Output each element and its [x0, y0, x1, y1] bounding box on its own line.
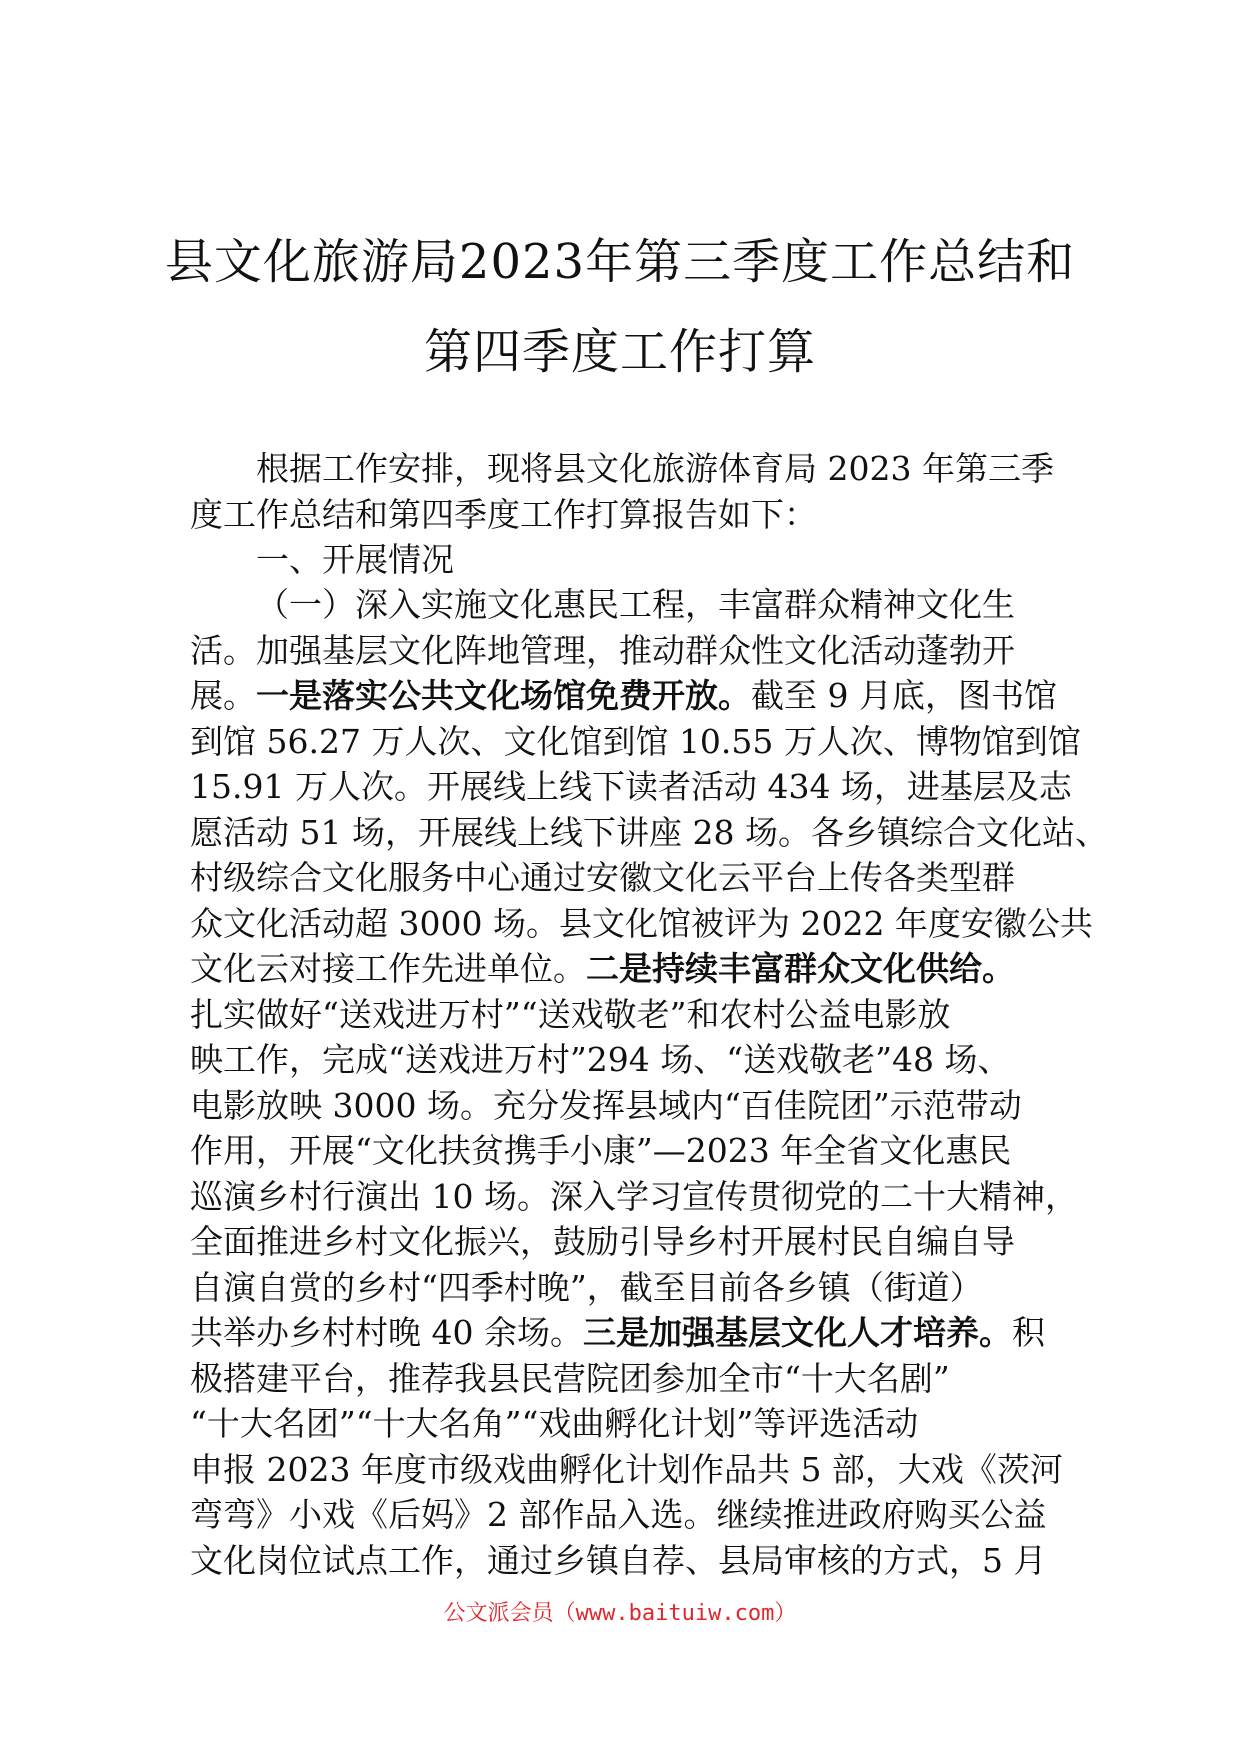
body-line [190, 901, 1093, 947]
body-line [190, 1310, 1052, 1356]
body-line [190, 1492, 1052, 1538]
body-line [190, 1219, 1052, 1265]
text-run: 极搭建平台，推荐我县民营院团参加全市“十大名剧” [190, 1358, 950, 1398]
text-run: 巡演乡村行演出 10 场。深入学习宣传贯彻党的二十大精神， [190, 1176, 1078, 1216]
body-line [190, 1265, 1052, 1311]
text-run: 全面推进乡村文化振兴，鼓励引导乡村开展村民自编自导 [190, 1222, 1015, 1261]
intro-line: 度工作总结和第四季度工作打算报告如下： [190, 494, 817, 534]
body-line [190, 1356, 1052, 1402]
text-run: 截至 9 月底，图书馆 [751, 676, 1057, 715]
body-line [190, 628, 1052, 674]
text-run: 电影放映 3000 场。充分发挥县域内“百佳院团”示范带动 [190, 1085, 1022, 1125]
document-title-line-2: 第四季度工作打算 [423, 324, 816, 380]
text-run: （一）深入实施文化惠民工程，丰富群众精神文化生 [256, 585, 1015, 624]
text-run: 弯弯》小戏《后妈》2 部作品入选。继续推进政府购买公益 [190, 1495, 1047, 1534]
body-line [190, 719, 1081, 765]
text-run: 15.91 万人次。开展线上线下读者活动 434 场，进基层及志 [190, 767, 1072, 806]
body-line [190, 810, 1108, 856]
intro-line: 根据工作安排，现将县文化旅游体育局 2023 年第三季 [256, 449, 1054, 488]
body-line [190, 1401, 1052, 1447]
footer-watermark: 公文派会员（www.baituiw.com） [443, 1601, 797, 1626]
body-line [190, 1128, 1052, 1174]
bold-phrase: 三是加强基层文化人才培养。 [582, 1313, 1012, 1352]
text-run: 映工作，完成“送戏进万村”294 场、“送戏敬老”48 场、 [190, 1040, 1011, 1079]
body-line [190, 1174, 1078, 1220]
body-line [190, 764, 1072, 810]
body-line [190, 1083, 1052, 1129]
body-line [190, 855, 1052, 901]
body-line [190, 946, 1052, 992]
body-line [190, 673, 1057, 719]
text-run: 申报 2023 年度市级戏曲孵化计划作品共 5 部，大戏《茨河 [190, 1449, 1063, 1489]
text-run: 展。 [190, 676, 256, 715]
text-run: 扎实做好“送戏进万村”“送戏敬老”和农村公益电影放 [190, 994, 951, 1034]
text-run: 活。加强基层文化阵地管理，推动群众性文化活动蓬勃开 [190, 630, 1015, 670]
section-heading-text: 一、开展情况 [256, 540, 454, 579]
text-run: 共举办乡村村晚 40 余场。 [190, 1313, 583, 1352]
body-line [190, 1037, 1052, 1083]
body-line [190, 1538, 1052, 1584]
text-run: 村级综合文化服务中心通过安徽文化云平台上传各类型群 [190, 858, 1015, 897]
body-paragraph [190, 582, 1108, 1583]
text-run: 文化云对接工作先进单位。 [190, 949, 586, 988]
text-run: “十大名团”“十大名角”“戏曲孵化计划”等评选活动 [190, 1404, 919, 1443]
body-line [190, 582, 1052, 628]
text-run: 自演自赏的乡村“四季村晚”，截至目前各乡镇（街道） [190, 1267, 983, 1307]
body-line [190, 1447, 1063, 1493]
document-title-line-1: 县文化旅游局2023年第三季度工作总结和 [164, 234, 1076, 290]
text-run: 积 [1011, 1313, 1045, 1352]
body-line [190, 992, 1052, 1038]
text-run: 愿活动 51 场，开展线上线下讲座 28 场。各乡镇综合文化站、 [190, 812, 1108, 852]
text-run: 文化岗位试点工作，通过乡镇自荐、县局审核的方式，5 月 [190, 1540, 1047, 1580]
text-run: 到馆 56.27 万人次、文化馆到馆 10.55 万人次、博物馆到馆 [190, 721, 1081, 761]
section-heading [190, 537, 1052, 583]
bold-phrase: 一是落实公共文化场馆免费开放。 [256, 676, 751, 715]
text-run: 众文化活动超 3000 场。县文化馆被评为 2022 年度安徽公共 [190, 903, 1093, 943]
intro-paragraph [190, 446, 1052, 537]
text-run: 作用，开展“文化扶贫携手小康”—2023 年全省文化惠民 [190, 1131, 1012, 1170]
bold-phrase: 二是持续丰富群众文化供给。 [586, 949, 1015, 988]
